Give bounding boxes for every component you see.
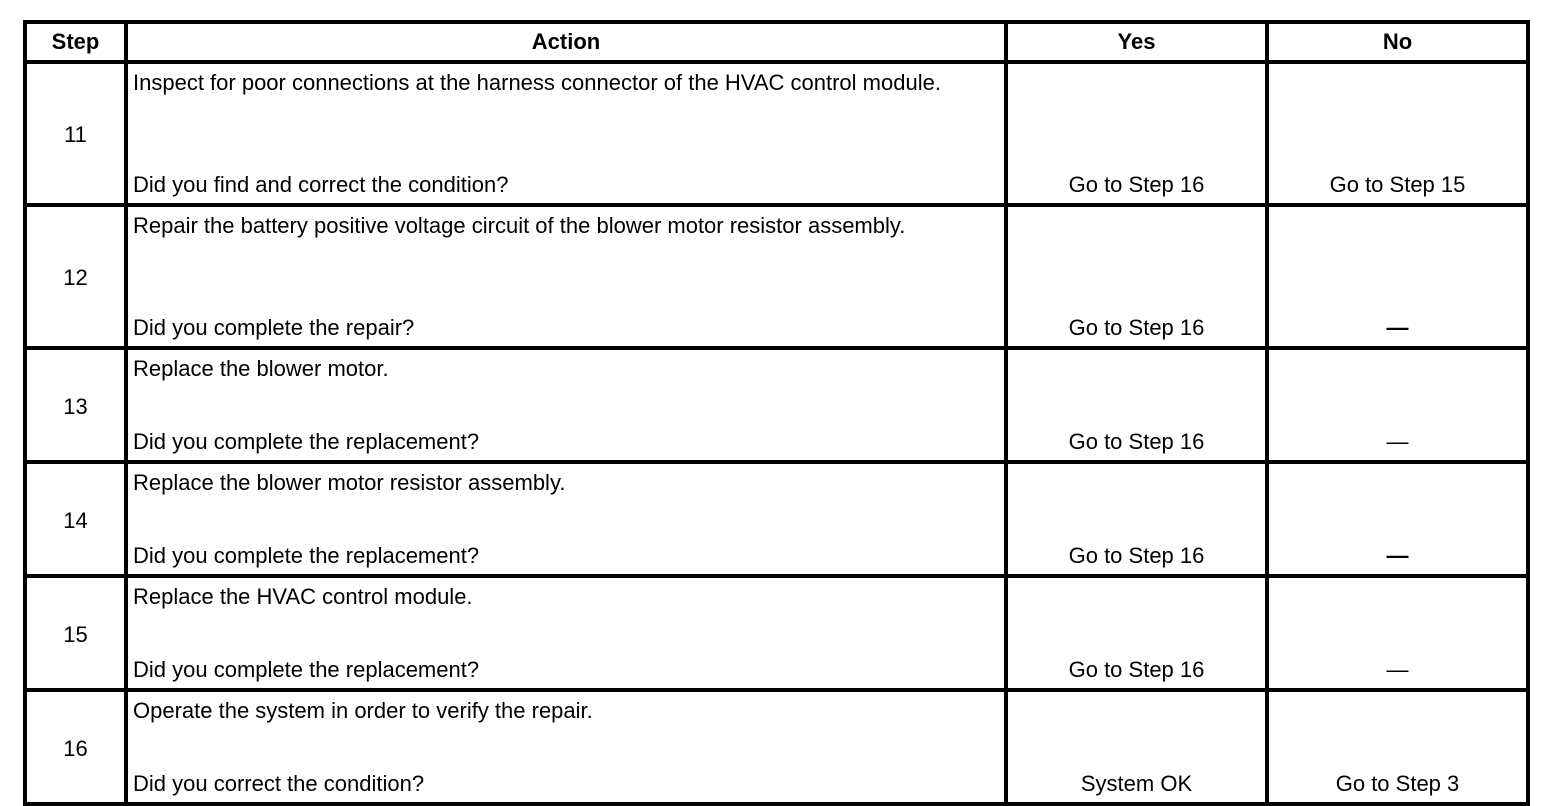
table-row [25,205,1528,348]
action-question: Did you complete the replacement? [133,657,480,682]
action-instruction: Inspect for poor connections at the harness connector of the HVAC control module. [133,70,941,95]
action-cell [126,576,1006,690]
yes-result: Go to Step 16 [1006,205,1267,348]
action-question: Did you complete the replacement? [133,543,480,568]
action-cell [126,462,1006,576]
header-action: Action [126,22,1006,62]
table-row [25,62,1528,205]
step-number: 11 [25,62,126,205]
step-number: 12 [25,205,126,348]
action-instruction: Replace the blower motor resistor assembly. [133,470,566,495]
action-question: Did you correct the condition? [133,771,425,796]
action-instruction: Operate the system in order to verify the repair. [133,698,593,723]
action-cell [126,690,1006,804]
yes-result: Go to Step 16 [1006,62,1267,205]
header-row [25,22,1528,62]
no-result: Go to Step 3 [1267,690,1528,804]
no-result: — [1267,462,1528,576]
table-row [25,690,1528,804]
yes-result: System OK [1006,690,1267,804]
step-number: 15 [25,576,126,690]
table-row [25,348,1528,462]
step-number: 14 [25,462,126,576]
step-number: 13 [25,348,126,462]
action-cell [126,62,1006,205]
action-cell [126,205,1006,348]
action-instruction: Replace the HVAC control module. [133,584,473,609]
header-step: Step [25,22,126,62]
header-no: No [1267,22,1528,62]
action-instruction: Repair the battery positive voltage circuit of the blower motor resistor assembly. [133,213,906,238]
table-row [25,462,1528,576]
action-instruction: Replace the blower motor. [133,356,389,381]
table-row [25,576,1528,690]
yes-result: Go to Step 16 [1006,576,1267,690]
diagnostic-table [23,20,1530,806]
action-question: Did you find and correct the condition? [133,172,509,197]
no-result: Go to Step 15 [1267,62,1528,205]
action-question: Did you complete the repair? [133,315,415,340]
action-question: Did you complete the replacement? [133,429,480,454]
header-yes: Yes [1006,22,1267,62]
yes-result: Go to Step 16 [1006,462,1267,576]
yes-result: Go to Step 16 [1006,348,1267,462]
no-result: — [1267,205,1528,348]
no-result: — [1267,348,1528,462]
action-cell [126,348,1006,462]
step-number: 16 [25,690,126,804]
no-result: — [1267,576,1528,690]
